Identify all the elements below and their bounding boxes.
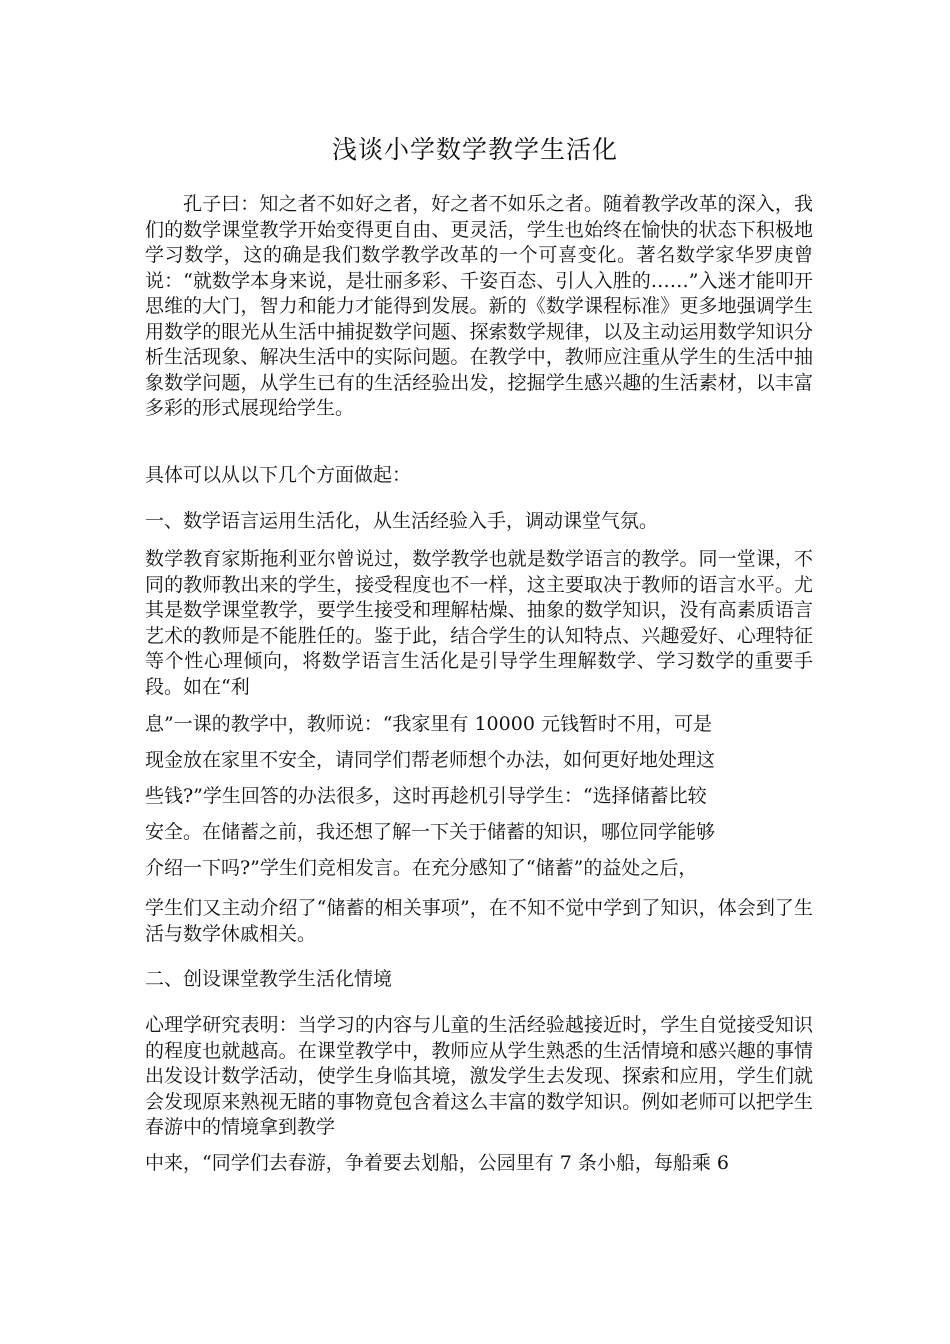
section-1-heading: 一、数学语言运用生活化，从生活经验入手，调动课堂气氛。 xyxy=(145,510,659,532)
section-2-heading: 二、创设课堂教学生活化情境 xyxy=(145,968,393,990)
section-2-paragraph: 心理学研究表明：当学习的内容与儿童的生活经验越接近时，学生自觉接受知识的程度也就越高。在课堂教学中，教师应从学生熟悉的生活情境和感兴趣的事情出发设计数学活动，使学生身临其境，激发学生去发现、探索和应用，学生们就会发现原来熟视无睹的事物竟包含着这么丰富的数学知识。例如老师可以把学生春游中的情境拿到教学 xyxy=(145,1014,813,1138)
section-1-line: 现金放在家里不安全，请同学们帮老师想个办法，如何更好地处理这 xyxy=(145,749,716,771)
section-1-line: 安全。在储蓄之前，我还想了解一下关于储蓄的知识，哪位同学能够 xyxy=(145,821,716,843)
section-2-last-line: 中来，“同学们去春游，争着要去划船，公园里有 7 条小船，每船乘 6 xyxy=(145,1152,730,1174)
page-title: 浅谈小学数学教学生活化 xyxy=(331,135,618,164)
intro-paragraph: 孔子曰：知之者不如好之者，好之者不如乐之者。随着教学改革的深入，我们的数学课堂教学开始变得更自由、更灵活，学生也始终在愉快的状态下积极地学习数学，这的确是我们数学教学改革的一个可喜变化。著名数学家华罗庚曾说：“就数学本身来说，是壮丽多彩、千姿百态、引人入胜的……”入迷才能叩开思维的大门，智力和能力才能得到发展。新的《数学课程标准》更多地强调学生用数学的眼光从生活中捕捉数学问题、探索数学规律，以及主动运用数学知识分析生活现象、解决生活中的实际问题。在教学中，教师应注重从学生的生活中抽象数学问题，从学生已有的生活经验出发，挖掘学生感兴趣的生活素材，以丰富多彩的形式展现给学生。 xyxy=(145,193,813,419)
aspects-intro: 具体可以从以下几个方面做起： xyxy=(145,464,412,486)
section-1-line: 息”一课的教学中，教师说：“我家里有 10000 元钱暂时不用，可是 xyxy=(145,713,712,735)
section-1-closing: 学生们又主动介绍了“储蓄的相关事项”，在不知不觉中学到了知识，体会到了生活与数学休戚相关。 xyxy=(145,897,813,945)
section-1-line: 介绍一下吗?”学生们竞相发言。在充分感知了“储蓄”的益处之后， xyxy=(145,857,698,879)
section-1-paragraph: 数学教育家斯拖利亚尔曾说过，数学教学也就是数学语言的教学。同一堂课，不同的教师教出来的学生，接受程度也不一样，这主要取决于教师的语言水平。尤其是数学课堂教学，要学生接受和理解枯燥、抽象的数学知识，没有高素质语言艺术的教师是不能胜任的。鉴于此，结合学生的认知特点、兴趣爱好、心理特征等个性心理倾向，将数学语言生活化是引导学生理解数学、学习数学的重要手段。如在“利 xyxy=(145,548,813,698)
section-1-line: 些钱?”学生回答的办法很多，这时再趁机引导学生：“选择储蓄比较 xyxy=(145,785,707,807)
